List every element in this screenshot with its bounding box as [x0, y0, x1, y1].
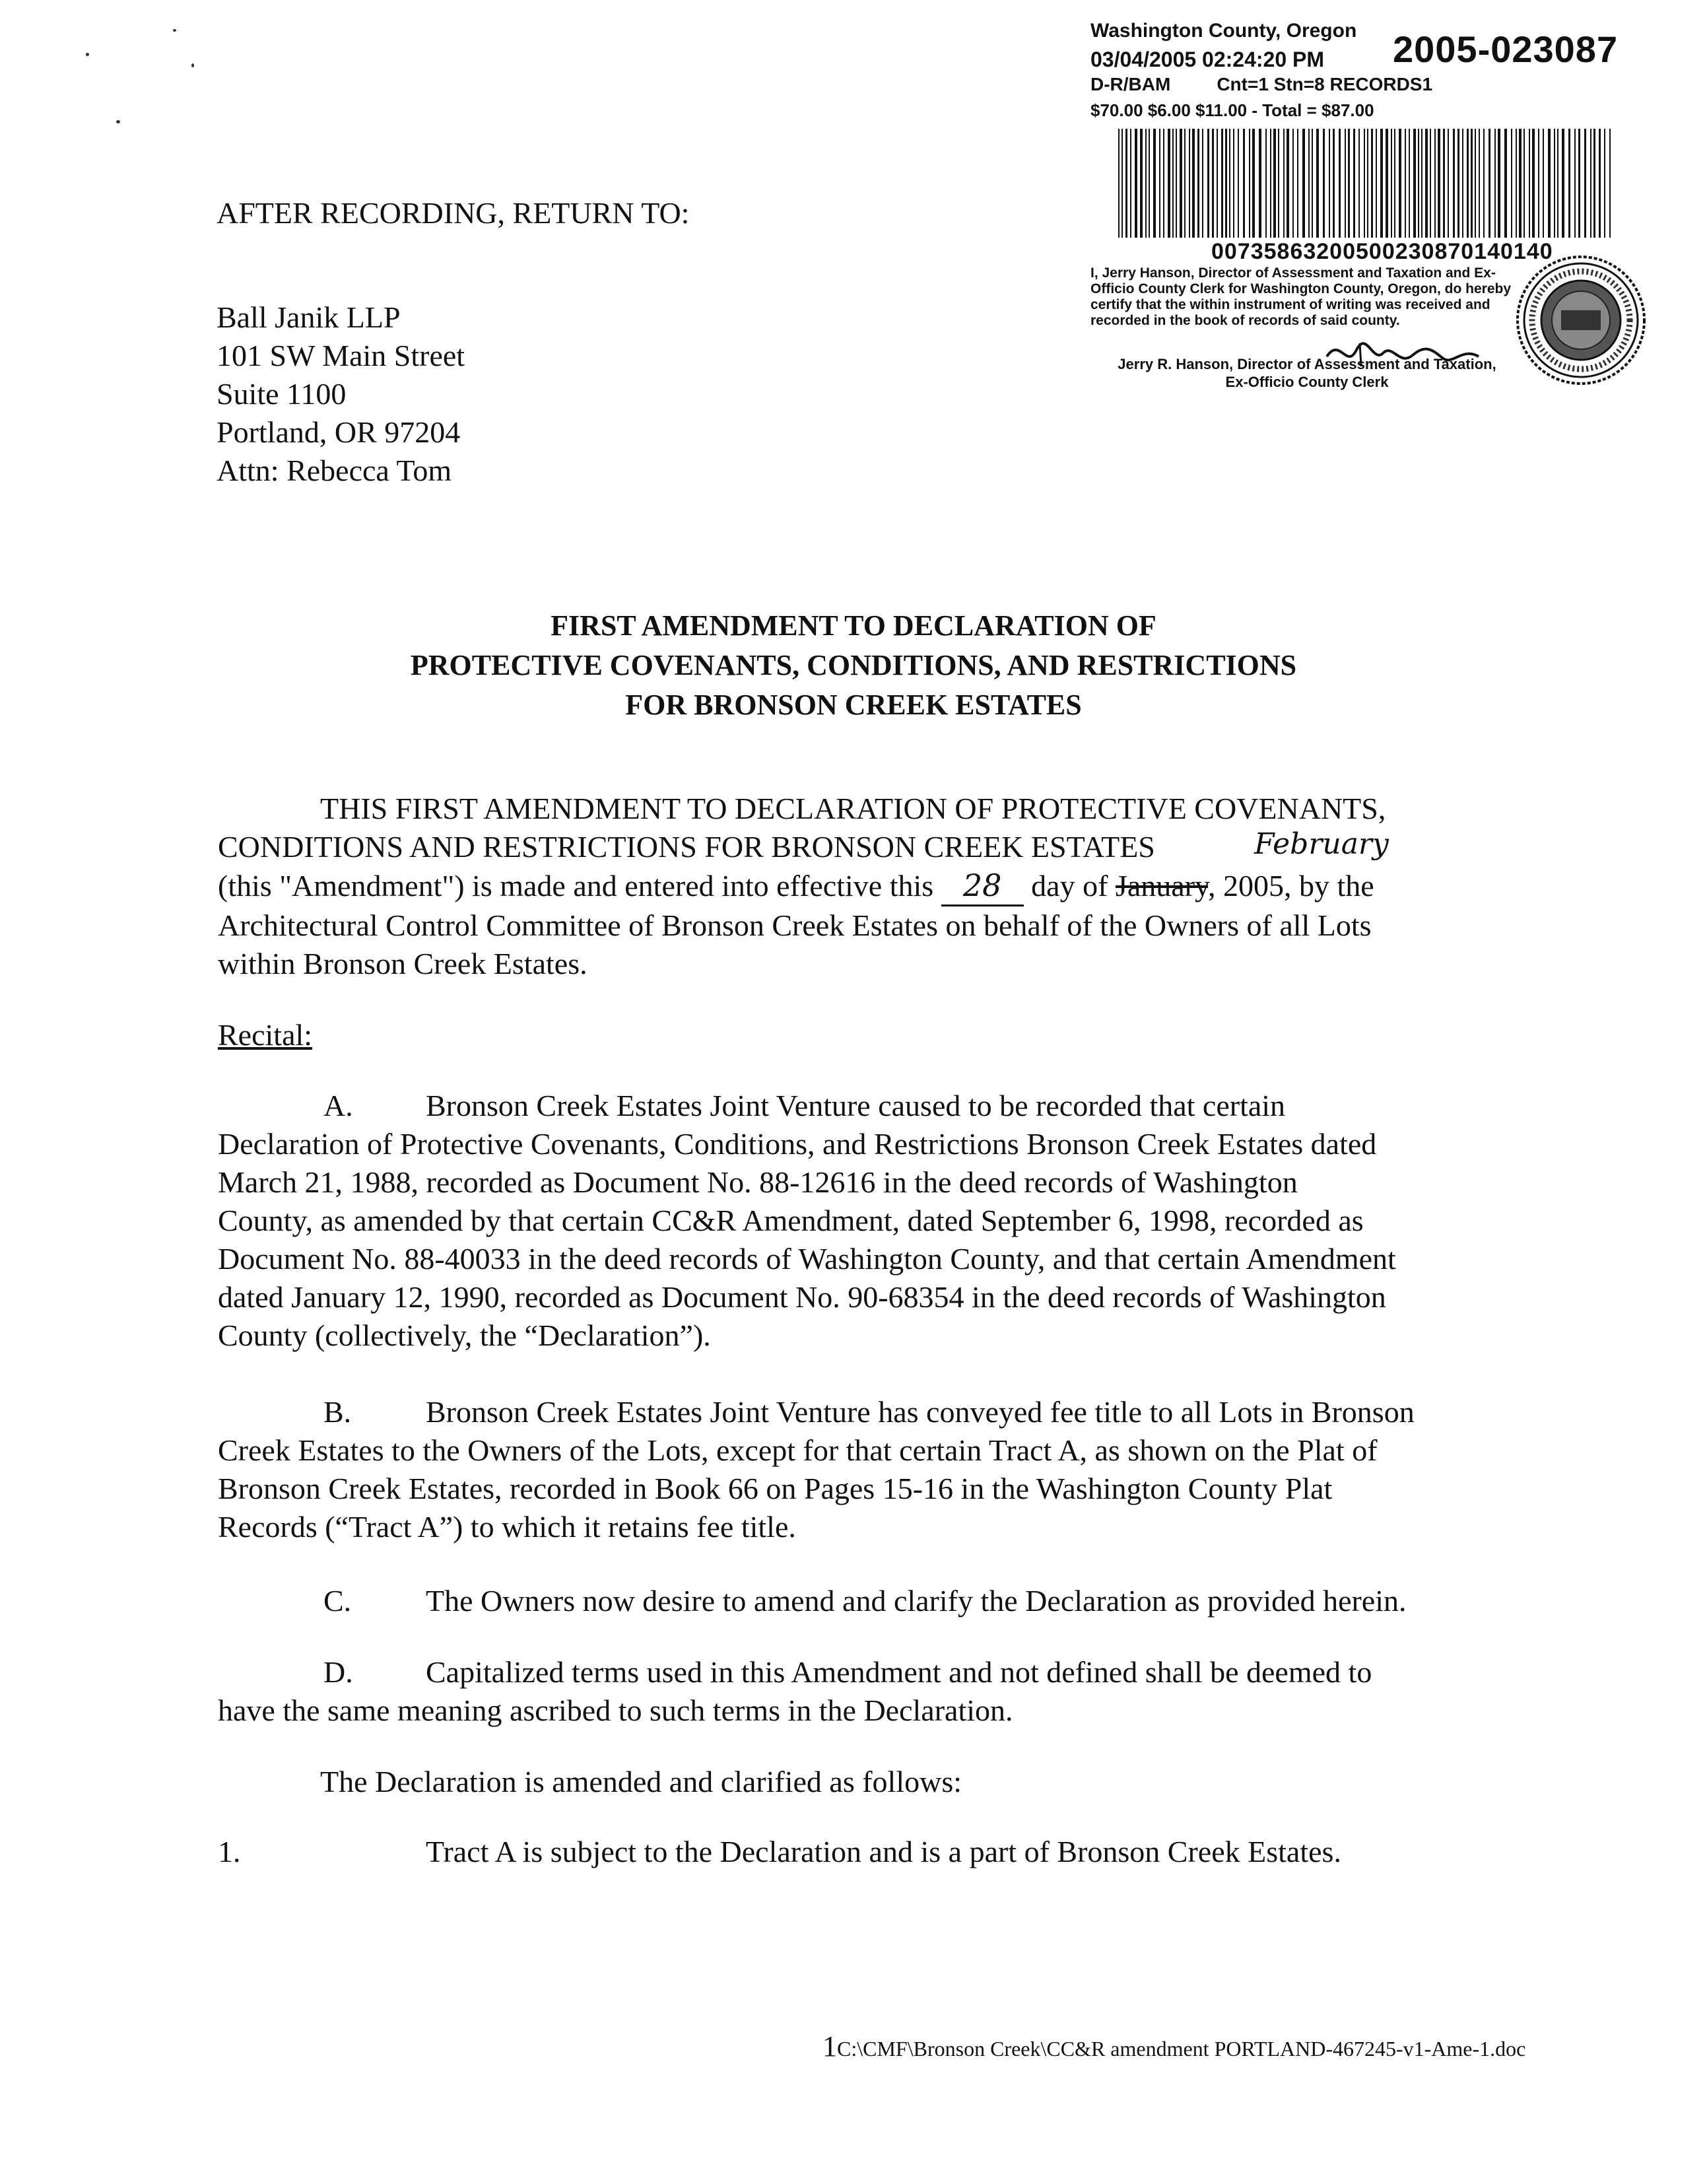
- barcode-bar: [1538, 129, 1539, 238]
- barcode-bar: [1312, 129, 1313, 238]
- barcode-bar: [1391, 129, 1392, 238]
- barcode-bar: [1202, 129, 1203, 238]
- barcode-bar: [1405, 129, 1406, 238]
- barcode-bar: [1604, 129, 1605, 238]
- barcode-bar: [1189, 129, 1190, 238]
- page-number: 1: [822, 2030, 837, 2063]
- intro-line-4: Architectural Control Committee of Bronson Creek Estates on behalf of the Owners of all Lots: [218, 908, 1372, 942]
- barcode-bar: [1409, 129, 1410, 238]
- barcode-bar: [1159, 129, 1160, 238]
- barcode-bar: [1511, 129, 1512, 238]
- barcode-bar: [1532, 129, 1535, 238]
- barcode-bar: [1376, 129, 1377, 238]
- paragraph-a-line: Document No. 88-40033 in the deed records of Washington County, and that certain Amendment: [218, 1242, 1396, 1276]
- barcode-bar: [1584, 129, 1586, 238]
- title-line-3: FOR BRONSON CREEK ESTATES: [625, 689, 1082, 721]
- barcode-bar: [1333, 129, 1335, 238]
- barcode-bar: [1292, 129, 1294, 238]
- return-address-line: Portland, OR 97204: [217, 415, 461, 449]
- barcode-bar: [1568, 129, 1570, 238]
- barcode-bar: [1394, 129, 1395, 238]
- barcode-bar: [1413, 129, 1416, 238]
- scan-speck: [86, 53, 89, 56]
- barcode-bar: [1554, 129, 1555, 238]
- barcode-bar: [1371, 129, 1373, 238]
- barcode-bar: [1145, 129, 1147, 238]
- barcode-bar: [1163, 129, 1164, 238]
- barcode-bar: [1479, 129, 1480, 238]
- barcode-bar: [1329, 129, 1330, 238]
- stamp-clerk: [1083, 355, 1531, 391]
- barcode-bar: [1421, 129, 1422, 238]
- barcode-bar: [1529, 129, 1530, 238]
- paragraph-d-label: D.: [323, 1655, 353, 1689]
- barcode-bar: [1207, 129, 1209, 238]
- barcode-bar: [1498, 129, 1500, 238]
- paragraph-a-line: March 21, 1988, recorded as Document No. 88-12616 in the deed records of Washington: [218, 1165, 1298, 1199]
- barcode-icon: [1116, 129, 1617, 238]
- barcode-bar: [1489, 129, 1490, 238]
- barcode-number: 00735863200500230870140140: [1211, 239, 1553, 264]
- barcode-bar: [1599, 129, 1601, 238]
- barcode-bar: [1212, 129, 1214, 238]
- return-address-line: Suite 1100: [217, 377, 347, 411]
- barcode-bar: [1192, 129, 1195, 238]
- amendment-item-1: [218, 1833, 1341, 1871]
- paragraph-a-text: Bronson Creek Estates Joint Venture caused to be recorded that certain: [426, 1089, 1286, 1122]
- barcode-bar: [1425, 129, 1428, 238]
- barcode-bar: [1438, 129, 1440, 238]
- scan-speck: [116, 120, 120, 123]
- barcode-bar: [1353, 129, 1355, 238]
- barcode-bar: [1168, 129, 1170, 238]
- paragraph-d: [218, 1653, 1531, 1730]
- paragraph-c-text: The Owners now desire to amend and clarify the Declaration as provided herein.: [426, 1584, 1407, 1618]
- barcode-bar: [1590, 129, 1591, 238]
- barcode-bar: [1238, 129, 1239, 238]
- barcode-bar: [1430, 129, 1431, 238]
- intro-paragraph: [218, 790, 1531, 983]
- intro-line-2-text: CONDITIONS AND RESTRICTIONS FOR BRONSON CREEK ESTATES: [218, 830, 1155, 864]
- handwritten-month: February: [1254, 827, 1389, 861]
- intro-line-3-a: (this "Amendment") is made and entered into effective this: [218, 869, 934, 903]
- paragraph-b-line: Records (“Tract A”) to which it retains fee title.: [218, 1510, 796, 1544]
- paragraph-b: [218, 1393, 1531, 1546]
- barcode-bar: [1494, 129, 1496, 238]
- paragraph-b-line: Bronson Creek Estates, recorded in Book 66 on Pages 15-16 in the Washington County Plat: [218, 1472, 1333, 1505]
- barcode-bar: [1453, 129, 1455, 238]
- return-address-line: 101 SW Main Street: [217, 339, 465, 372]
- paragraph-a-line: dated January 12, 1990, recorded as Document No. 90-68354 in the deed records of Washington: [218, 1280, 1386, 1314]
- paragraph-b-text: Bronson Creek Estates Joint Venture has conveyed fee title to all Lots in Bronson: [426, 1395, 1415, 1429]
- barcode-bar: [1308, 129, 1310, 238]
- recording-stamp: [1083, 20, 1690, 403]
- barcode-bar: [1118, 129, 1120, 238]
- paragraph-d-text: Capitalized terms used in this Amendment and not defined shall be deemed to: [426, 1655, 1372, 1689]
- barcode-bar: [1418, 129, 1419, 238]
- barcode-bar: [1323, 129, 1325, 238]
- document-number: 2005-023087: [1393, 28, 1619, 70]
- barcode-bar: [1287, 129, 1289, 238]
- document-title: [0, 606, 1707, 725]
- barcode-bar: [1259, 129, 1261, 238]
- paragraph-a-line: [218, 1087, 1531, 1125]
- barcode-bar: [1135, 129, 1137, 238]
- barcode-bar: [1233, 129, 1234, 238]
- barcode-bar: [1149, 129, 1150, 238]
- paragraph-c-line: [218, 1582, 1531, 1620]
- item-1-text: Tract A is subject to the Declaration and is a part of Bronson Creek Estates.: [426, 1835, 1341, 1868]
- barcode-bar: [1197, 129, 1199, 238]
- paragraph-b-label: B.: [323, 1395, 352, 1429]
- barcode-bar: [1562, 129, 1564, 238]
- barcode-bar: [1443, 129, 1445, 238]
- paragraph-a-line: County (collectively, the “Declaration”).: [218, 1318, 711, 1352]
- barcode-bar: [1302, 129, 1305, 238]
- barcode-bar: [1462, 129, 1463, 238]
- stamp-datetime: 03/04/2005 02:24:20 PM: [1090, 48, 1325, 71]
- stamp-clerk-line-2: Ex-Officio County Clerk: [1225, 374, 1389, 390]
- paragraph-a-label: A.: [323, 1089, 353, 1122]
- recital-heading: Recital:: [218, 1018, 313, 1052]
- return-address-line: Attn: Rebecca Tom: [217, 454, 452, 487]
- barcode-bar: [1229, 129, 1230, 238]
- stamp-clerk-line-1: Jerry R. Hanson, Director of Assessment and Taxation,: [1118, 356, 1496, 372]
- stamp-county: Washington County, Oregon: [1090, 20, 1357, 42]
- barcode-bar: [1153, 129, 1156, 238]
- barcode-bar: [1130, 129, 1131, 238]
- barcode-bar: [1593, 129, 1595, 238]
- barcode-bar: [1380, 129, 1383, 238]
- stamp-code-2: Cnt=1 Stn=8 RECORDS1: [1217, 74, 1433, 94]
- barcode-bar: [1252, 129, 1255, 238]
- barcode-bar: [1225, 129, 1227, 238]
- barcode-bar: [1578, 129, 1580, 238]
- intro-line-3-c: , 2005, by the: [1208, 869, 1374, 903]
- footer: [822, 2030, 1525, 2063]
- title-line-2: PROTECTIVE COVENANTS, CONDITIONS, AND RESTRICTIONS: [410, 649, 1297, 681]
- intro-line-3-b: day of: [1031, 869, 1108, 903]
- paragraph-c-label: C.: [323, 1584, 352, 1618]
- barcode-bar: [1221, 129, 1223, 238]
- paragraph-b-line: Creek Estates to the Owners of the Lots, except for that certain Tract A, as shown on the Plat of: [218, 1433, 1378, 1467]
- barcode-bar: [1140, 129, 1143, 238]
- county-seal-icon: [1515, 254, 1647, 386]
- intro-line-5: within Bronson Creek Estates.: [218, 947, 587, 980]
- barcode-bar: [1283, 129, 1285, 238]
- barcode-bar: [1345, 129, 1346, 238]
- paragraph-c: [218, 1582, 1531, 1620]
- file-path: C:\CMF\Bronson Creek\CC&R amendment PORTLAND-467245-v1-Ame-1.doc: [837, 2037, 1526, 2061]
- barcode-bar: [1180, 129, 1182, 238]
- barcode-bar: [1457, 129, 1459, 238]
- barcode-bar: [1574, 129, 1576, 238]
- scan-speck: [191, 63, 194, 67]
- barcode-bar: [1467, 129, 1469, 238]
- barcode-bar: [1399, 129, 1401, 238]
- barcode-bar: [1504, 129, 1507, 238]
- barcode-bar: [1364, 129, 1365, 238]
- barcode-bar: [1434, 129, 1436, 238]
- barcode-bar: [1184, 129, 1186, 238]
- barcode-bar: [1249, 129, 1250, 238]
- item-1-number: 1.: [218, 1835, 241, 1868]
- barcode-bar: [1386, 129, 1388, 238]
- paragraph-d-line: have the same meaning ascribed to such terms in the Declaration.: [218, 1693, 1013, 1727]
- return-to-heading: AFTER RECORDING, RETURN TO:: [217, 196, 690, 230]
- barcode-bar: [1316, 129, 1319, 238]
- return-address-line: Ball Janik LLP: [217, 300, 401, 334]
- barcode-bar: [1243, 129, 1245, 238]
- barcode-bar: [1367, 129, 1368, 238]
- stamp-fees: $70.00 $6.00 $11.00 - Total = $87.00: [1090, 100, 1374, 120]
- intro-line-1: THIS FIRST AMENDMENT TO DECLARATION OF PROTECTIVE COVENANTS,: [320, 792, 1386, 825]
- barcode-bar: [1348, 129, 1350, 238]
- barcode-bar: [1176, 129, 1177, 238]
- barcode-bar: [1483, 129, 1485, 238]
- barcode-bar: [1543, 129, 1544, 238]
- barcode-bar: [1516, 129, 1517, 238]
- barcode-bar: [1297, 129, 1298, 238]
- barcode-bar: [1121, 129, 1123, 238]
- barcode-bar: [1125, 129, 1127, 238]
- barcode-bar: [1475, 129, 1476, 238]
- barcode-bar: [1273, 129, 1276, 238]
- paragraph-a: [218, 1087, 1531, 1355]
- amend-intro: The Declaration is amended and clarified as follows:: [320, 1765, 962, 1798]
- intro-line-3: [218, 866, 1531, 906]
- scan-speck: [173, 29, 176, 32]
- barcode-bar: [1448, 129, 1449, 238]
- barcode-bar: [1519, 129, 1522, 238]
- paragraph-d-line: [218, 1653, 1531, 1691]
- barcode-bar: [1609, 129, 1611, 238]
- intro-line-2: [218, 828, 1531, 866]
- barcode-bar: [1358, 129, 1360, 238]
- barcode-bar: [1548, 129, 1551, 238]
- struck-month: January: [1115, 869, 1208, 903]
- stamp-certification: I, Jerry Hanson, Director of Assessment and Taxation and Ex-Officio County Clerk for Washington County, Oregon, do hereby certify that the within instrument of writing was received and recorded in the book of records of said county.: [1090, 265, 1512, 328]
- barcode-bar: [1217, 129, 1218, 238]
- title-line-1: FIRST AMENDMENT TO DECLARATION OF: [551, 609, 1156, 642]
- barcode-bar: [1265, 129, 1267, 238]
- paragraph-a-line: County, as amended by that certain CC&R Amendment, dated September 6, 1998, recorded as: [218, 1204, 1364, 1237]
- barcode-bar: [1172, 129, 1174, 238]
- handwritten-day: 28: [941, 866, 1024, 906]
- stamp-codes: [1090, 74, 1479, 95]
- paragraph-a-line: Declaration of Protective Covenants, Conditions, and Restrictions Bronson Creek Estates dated: [218, 1127, 1377, 1161]
- barcode-bar: [1339, 129, 1341, 238]
- stamp-code-1: D-R/BAM: [1090, 74, 1171, 94]
- barcode-bar: [1523, 129, 1525, 238]
- barcode-bar: [1270, 129, 1271, 238]
- barcode-bar: [1471, 129, 1473, 238]
- paragraph-b-line: [218, 1393, 1531, 1431]
- barcode-bar: [1557, 129, 1558, 238]
- barcode-bar: [1278, 129, 1279, 238]
